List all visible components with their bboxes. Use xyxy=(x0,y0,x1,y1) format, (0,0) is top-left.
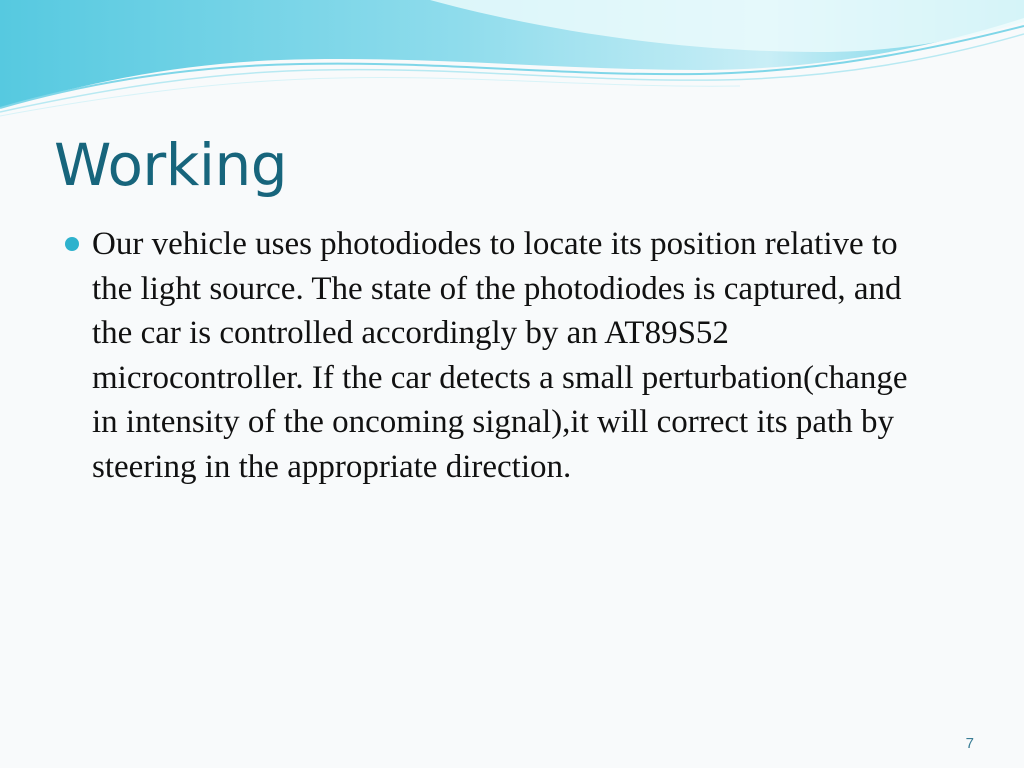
page-number: 7 xyxy=(965,735,974,752)
bullet-text: Our vehicle uses photodiodes to locate its position relative to the light source. The state of the photodiodes is captured, and the car is controlled accordingly by an AT89S52 microcontroller. If the car detects a small perturbation(change in intensity of the oncoming signal),it will correct its path by steering in the appropriate direction. xyxy=(92,226,908,485)
bullet-dot-icon xyxy=(65,237,79,251)
header-wave-decoration xyxy=(0,0,1024,120)
slide-title: Working xyxy=(54,131,288,199)
slide-content xyxy=(58,222,918,489)
bullet-list-item xyxy=(58,222,918,489)
